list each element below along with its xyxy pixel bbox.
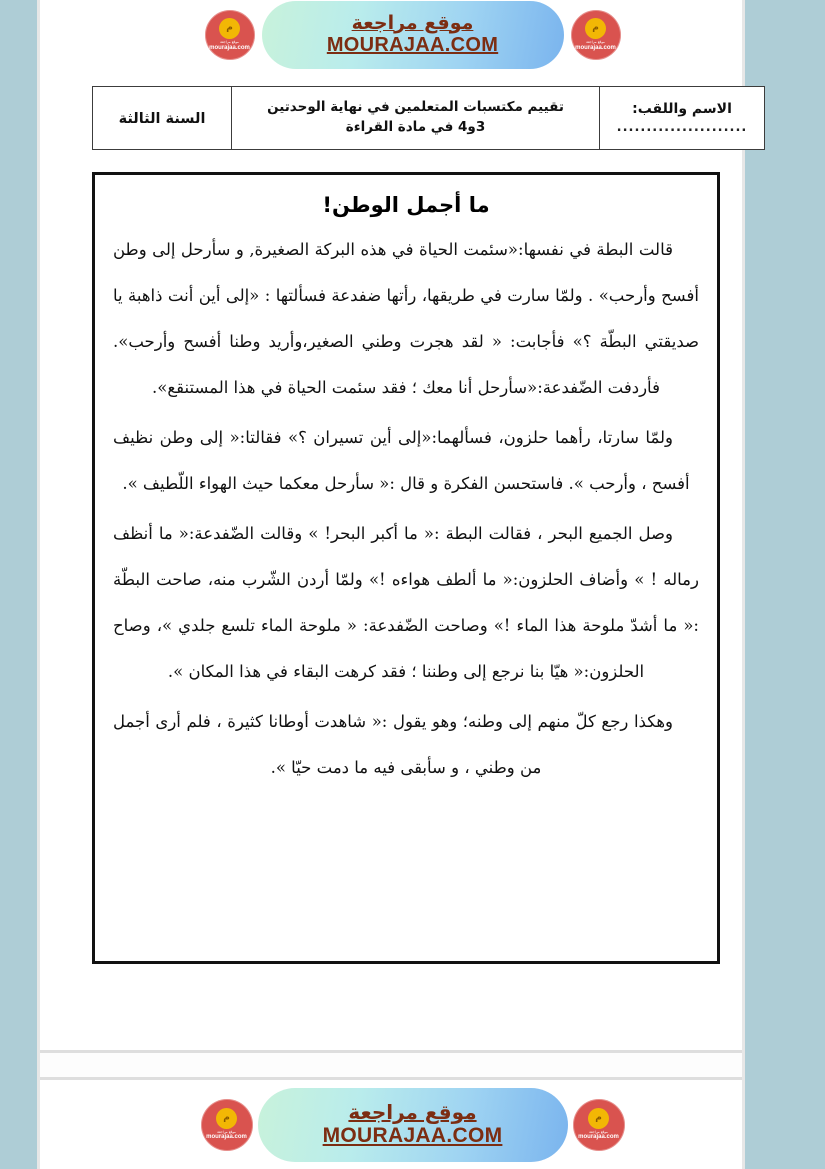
- student-name-label: الاسم واللقب:: [632, 100, 732, 117]
- assessment-title-line-1: تقييم مكتسبات المتعلمين في نهاية الوحدتين: [267, 99, 564, 116]
- worksheet-header-table: [92, 86, 765, 150]
- mourajaa-logo-icon: [571, 10, 621, 60]
- banner-pill: [209, 1, 616, 69]
- logo-url-caption: mourajaa.com: [206, 1134, 247, 1141]
- page-edge-left: [37, 0, 40, 1169]
- assessment-title-cell: [232, 87, 600, 150]
- watermark-banner-top: [0, 0, 825, 70]
- logo-arabic-caption: موقع مراجعة: [586, 40, 605, 45]
- page-edge-right: [742, 0, 745, 1169]
- mourajaa-logo-icon: [573, 1099, 625, 1151]
- student-name-dotted-line: ......................: [616, 120, 748, 136]
- logo-arabic-caption: موقع مراجعة: [220, 40, 239, 45]
- passage-paragraph: وهكذا رجع كلّ منهم إلى وطنه؛ وهو يقول :« شاهدت أوطانا كثيرة ، فلم أرى أجمل من وطني ، و سأبقى فيه ما دمت حيّا ».: [113, 712, 673, 777]
- logo-url-caption: mourajaa.com: [575, 44, 616, 51]
- passage-body: [113, 227, 699, 791]
- mourajaa-logo-icon: [201, 1099, 253, 1151]
- page-break-gap: [40, 1053, 742, 1077]
- passage-paragraph: قالت البطة في نفسها:«سئمت الحياة في هذه البركة الصغيرة, و سأرحل إلى وطن أفسح وأرحب» . ولمّا سارت في طريقها، رأتها ضفدعة فسألتها : «إلى أين أنت ذاهبة يا صديقتي البطّة ؟» فأجابت: « لقد هجرت وطني الصغير،وأريد وطنا أفسح وأرحب». فأردفت الضّفدعة:«سأرحل أنا معك ؛ فقد سئمت الحياة في هذا المستنقع».: [113, 240, 699, 397]
- banner-arabic-title: موقع مراجعة: [351, 11, 474, 34]
- student-name-cell[interactable]: [600, 87, 765, 150]
- banner-url[interactable]: MOURAJAA.COM: [326, 34, 499, 57]
- watermark-banner-bottom: [0, 1080, 825, 1169]
- logo-mark: م: [588, 1108, 609, 1129]
- logo-mark: م: [219, 18, 240, 39]
- mourajaa-logo-icon: [205, 10, 255, 60]
- banner-url[interactable]: MOURAJAA.COM: [322, 1124, 503, 1147]
- reading-passage-box: [92, 172, 720, 964]
- school-year-label: السنة الثالثة: [118, 110, 206, 127]
- school-year-cell: [93, 87, 232, 150]
- logo-url-caption: mourajaa.com: [578, 1134, 619, 1141]
- logo-mark: م: [216, 1108, 237, 1129]
- logo-arabic-caption: موقع مراجعة: [217, 1129, 236, 1134]
- assessment-title-line-2: 3و4 في مادة القراءة: [345, 119, 486, 135]
- passage-paragraph: ولمّا سارتا، رأهما حلزون، فسألهما:«إلى أين تسيران ؟» فقالتا:« إلى وطن نظيف أفسح ، وأرحب ». فاستحسن الفكرة و قال :« سأرحل معكما حيث الهواء اللّطيف ».: [113, 428, 690, 493]
- passage-title: ما أجمل الوطن!: [322, 193, 490, 217]
- banner-arabic-title: موقع مراجعة: [348, 1100, 477, 1124]
- logo-arabic-caption: موقع مراجعة: [589, 1129, 608, 1134]
- logo-mark: م: [585, 18, 606, 39]
- logo-url-caption: mourajaa.com: [209, 44, 250, 51]
- table-row: [93, 87, 765, 150]
- passage-paragraph: وصل الجميع البحر ، فقالت البطة :« ما أكبر البحر! » وقالت الضّفدعة:« ما أنظف رماله ! » وأضاف الحلزون:« ما ألطف هواءه !» ولمّا أردن الشّرب منه، صاحت البطّة :« ما أشدّ ملوحة هذا الماء !» وصاحت الضّفدعة: « ملوحة الماء تلسع جلدي »، وصاح الحلزون:« هيّا بنا نرجع إلى وطننا ؛ فقد كرهت البقاء في هذا المكان ».: [113, 524, 699, 681]
- banner-pill: [206, 1088, 619, 1162]
